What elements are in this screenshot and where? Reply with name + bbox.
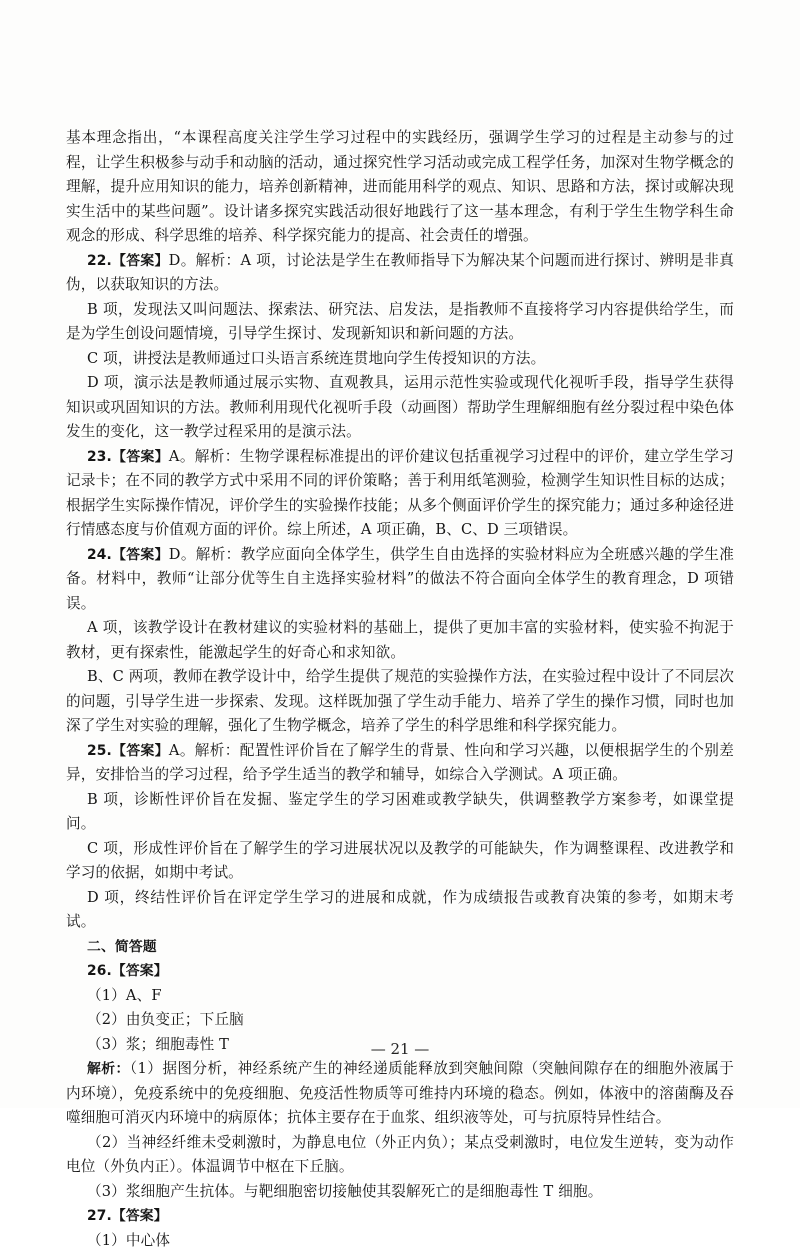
paragraph-text: D 项，终结性评价旨在评定学生学习的进展和成就，作为成绩报告或教育决策的参考，如期末考试。: [66, 889, 734, 931]
paragraph-p21: [66, 1180, 734, 1205]
paragraph-text: D。解析：A 项，讨论法是学生在教师指导下为解决某个问题而进行探讨、辨明是非真伪，以获取知识的方法。: [66, 252, 734, 294]
paragraph-p5: [66, 371, 734, 445]
paragraph-p10: [66, 739, 734, 788]
paragraph-p12: [66, 837, 734, 886]
answer-label: 23.【答案】: [87, 449, 169, 465]
paragraph-p9: [66, 665, 734, 739]
paragraph-text: B 项，诊断性评价旨在发掘、鉴定学生的学习困难或教学缺失，供调整教学方案参考，如课堂提问。: [66, 791, 734, 833]
paragraph-p4: [66, 347, 734, 372]
paragraph-text: D。解析：教学应面向全体学生，供学生自由选择的实验材料应为全班感兴趣的学生准备。材料中，教师“让部分优等生自主选择实验材料”的做法不符合面向全体学生的教育理念，D 项错误。: [66, 546, 734, 612]
paragraph-text: B 项，发现法又叫问题法、探索法、研究法、启发法，是指教师不直接将学习内容提供给学生，而是为学生创设问题情境，引导学生探讨、发现新知识和新问题的方法。: [66, 301, 734, 343]
paragraph-text: （2）当神经纤维未受刺激时，为静息电位（外正内负）；某点受刺激时，电位发生逆转，变为动作电位（外负内正）。体温调节中枢在下丘脑。: [66, 1134, 734, 1176]
paragraph-text: （3）浆细胞产生抗体。与靶细胞密切接触使其裂解死亡的是细胞毒性 T 细胞。: [87, 1183, 602, 1200]
paragraph-text: C 项，讲授法是教师通过口头语言系统连贯地向学生传授知识的方法。: [87, 350, 545, 367]
paragraph-text: D 项，演示法是教师通过展示实物、直观教具，运用示范性实验或现代化视听手段，指导学生获得知识或巩固知识的方法。教师利用现代化视听手段（动画图）帮助学生理解细胞有丝分裂过程中染色体发生的变化，这一教学过程采用的是演示法。: [66, 374, 734, 440]
answer-label: 25.【答案】: [87, 743, 169, 759]
paragraph-text: （1）中心体: [87, 1232, 170, 1249]
page-number: — 21 —: [0, 1040, 800, 1058]
paragraph-p17: [66, 1008, 734, 1033]
answer-text-body: [66, 126, 734, 1253]
paragraph-p2: [66, 249, 734, 298]
answer-label: 27.【答案】: [87, 1208, 168, 1224]
paragraph-text: （2）由负变正；下丘脑: [87, 1011, 244, 1028]
paragraph-p14: [66, 935, 734, 960]
answer-label: 22.【答案】: [87, 253, 169, 269]
paragraph-p22: [66, 1204, 734, 1229]
paragraph-text: C 项，形成性评价旨在了解学生的学习进展状况以及教学的可能缺失，作为调整课程、改进教学和学习的依据，如期中考试。: [66, 840, 734, 882]
paragraph-text: （3）浆；细胞毒性 T: [87, 1036, 229, 1053]
section-heading: 二、简答题: [87, 939, 157, 955]
paragraph-p13: [66, 886, 734, 935]
paragraph-text: A 项，该教学设计在教材建议的实验材料的基础上，提供了更加丰富的实验材料，使实验不拘泥于教材，更有探索性，能激起学生的好奇心和求知欲。: [66, 619, 734, 661]
paragraph-p23: [66, 1229, 734, 1253]
paragraph-p16: [66, 984, 734, 1009]
answer-label: 26.【答案】: [87, 963, 168, 979]
paragraph-p7: [66, 543, 734, 617]
paragraph-p15: [66, 959, 734, 984]
answer-label: 24.【答案】: [87, 547, 169, 563]
paragraph-text: A。解析：生物学课程标准提出的评价建议包括重视学习过程中的评价，建立学生学习记录卡；在不同的教学方式中采用不同的评价策略；善于利用纸笔测验，检测学生知识性目标的达成；根据学生实际操作情况，评价学生的实验操作技能；从多个侧面评价学生的探究能力；通过多种途径进行情感态度与价值观方面的评价。综上所述，A 项正确，B、C、D 三项错误。: [66, 448, 734, 539]
paragraph-text: （1）A、F: [87, 987, 162, 1004]
paragraph-p1: [66, 126, 734, 249]
paragraph-p11: [66, 788, 734, 837]
paragraph-p8: [66, 616, 734, 665]
paragraph-text: B、C 两项，教师在教学设计中，给学生提供了规范的实验操作方法，在实验过程中设计了不同层次的问题，引导学生进一步探索、发现。这样既加强了学生动手能力、培养了学生的操作习惯，同时也加深了学生对实验的理解，强化了生物学概念，培养了学生的科学思维和科学探究能力。: [66, 668, 734, 734]
paragraph-p6: [66, 445, 734, 543]
paragraph-p19: [66, 1057, 734, 1131]
paragraph-p3: [66, 298, 734, 347]
paragraph-text: （1）据图分析，神经系统产生的神经递质能释放到突触间隙（突触间隙存在的细胞外液属于内环境），免疫系统中的免疫细胞、免疫活性物质等可维持内环境的稳态。例如，体液中的溶菌酶及吞噬细胞可消灭内环境中的病原体；抗体主要存在于血浆、组织液等处，可与抗原特异性结合。: [66, 1060, 734, 1126]
paragraph-text: A。解析：配置性评价旨在了解学生的背景、性向和学习兴趣，以便根据学生的个别差异，安排恰当的学习过程，给予学生适当的教学和辅导，如综合入学测试。A 项正确。: [66, 742, 734, 784]
paragraph-p20: [66, 1131, 734, 1180]
paragraph-text: 基本理念指出，“本课程高度关注学生学习过程中的实践经历，强调学生学习的过程是主动参与的过程，让学生积极参与动手和动脑的活动，通过探究性学习活动或完成工程学任务，加深对生物学概念的理解，提升应用知识的能力，培养创新精神，进而能用科学的观点、知识、思路和方法，探讨或解决现实生活中的某些问题”。设计诸多探究实践活动很好地践行了这一基本理念，有利于学生生物学科生命观念的形成、科学思维的培养、科学探究能力的提高、社会责任的增强。: [66, 129, 734, 244]
answer-label: 解析：: [87, 1061, 130, 1077]
